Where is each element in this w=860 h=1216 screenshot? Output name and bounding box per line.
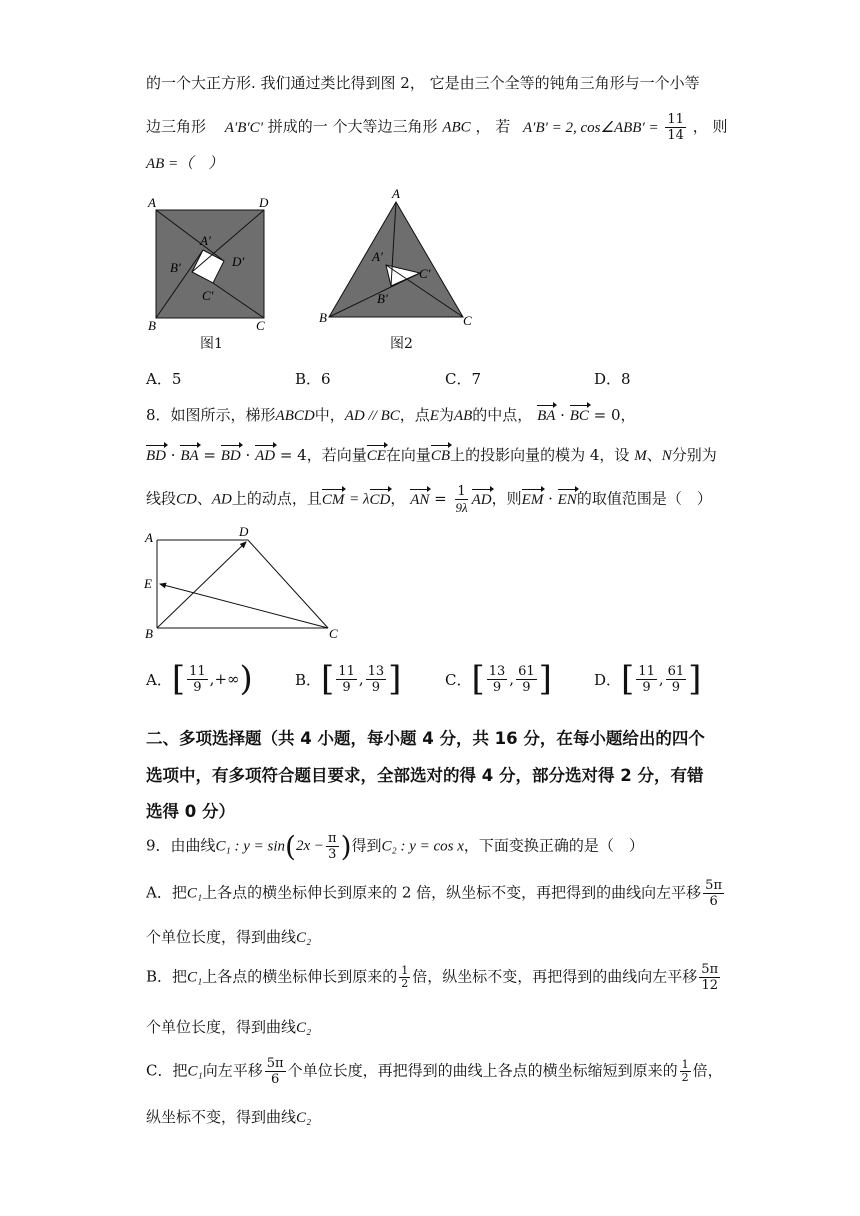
frac-den: 14 <box>667 128 684 143</box>
text-span: 在向量 <box>385 446 431 464</box>
fig1-label-B: B <box>148 318 156 332</box>
frac-den: 6 <box>709 894 718 909</box>
text-span: 线段 <box>146 489 177 508</box>
fraction <box>699 962 720 993</box>
paren-group: ( 2x − $\frac{\pi}{3}$ ) <box>285 830 352 863</box>
fig1-label-C-prime: C′ <box>202 288 214 303</box>
right-bracket: ] <box>388 659 402 699</box>
vector: CD <box>369 491 391 508</box>
fig2-label-A: A <box>392 186 400 201</box>
fig2-label-A-prime: A′ <box>372 249 383 264</box>
left-bracket: [ <box>471 659 485 699</box>
option-letter: D． <box>594 670 622 689</box>
frac-num: 61 <box>667 663 685 679</box>
text-span: = 4，若向量 <box>279 446 367 464</box>
option-text: 5 <box>171 370 182 388</box>
math-span: = λ <box>349 491 370 508</box>
fraction <box>366 664 387 695</box>
text-span: 纵坐标不变，得到曲线 <box>146 1108 297 1126</box>
q9-option-C-line-1[interactable] <box>146 1056 723 1087</box>
option-expression <box>594 659 702 699</box>
text-span: 倍， <box>692 1061 723 1080</box>
frac-num: 1 <box>457 484 466 499</box>
vector: CB <box>430 448 451 464</box>
math-span: C₁ <box>186 885 203 902</box>
q8-option-B[interactable] <box>295 659 402 699</box>
vector: BD <box>220 448 241 464</box>
math-span: AD <box>211 491 232 508</box>
vector: CM <box>321 491 345 508</box>
math-span: 2x − <box>295 838 325 854</box>
frac-den: 3 <box>328 847 337 862</box>
vector-CE <box>160 584 328 628</box>
option-letter: C． <box>445 670 472 689</box>
fig1-caption: 图1 <box>200 336 223 352</box>
section-2-heading-line-3: 选得 0 分） <box>146 802 235 821</box>
math-span: M <box>634 448 647 464</box>
q8-text-line-3: 线段CD、AD上的动点，且CM = λCD， AN = $\frac{1}{9\lambda}$ AD，则EM · EN的取值范围是（ ） <box>146 484 712 515</box>
vector: EN <box>557 491 577 508</box>
fig2-caption: 图2 <box>390 336 413 352</box>
figure-2 <box>315 185 485 335</box>
vector: AN <box>410 491 430 508</box>
text-span: 边三角形 <box>146 117 207 136</box>
fraction <box>665 112 686 143</box>
section-2-heading-line-2: 选项中，有多项符合题目要求，全部选对的得 4 分，部分选对得 2 分，有错 <box>146 766 704 785</box>
left-bracket: [ <box>621 659 635 699</box>
fig2-label-B-prime: B′ <box>377 291 388 306</box>
frac-den: 9 <box>642 679 651 695</box>
math-span: E <box>429 408 439 424</box>
text-span: 个单位长度，再把得到的曲线上各点的横坐标缩短到原来的 <box>287 1061 678 1080</box>
fraction <box>516 664 537 695</box>
q7-option-C[interactable] <box>445 368 481 389</box>
math-span: A′B′ = 2, cos∠ABB′ = <box>523 119 659 136</box>
left-bracket: [ <box>321 659 335 699</box>
option-letter: C． <box>445 370 472 388</box>
q7-text-line-3: AB =（ ） <box>146 156 224 172</box>
q7-option-D[interactable] <box>594 368 631 389</box>
section-2-heading-line-1: 二、多项选择题（共 4 小题，每小题 4 分，共 16 分，在每小题给出的四个 <box>146 729 705 748</box>
q9-option-B-line-1[interactable] <box>146 962 722 993</box>
right-bracket: ) <box>239 659 253 699</box>
text-span: 拼成的一 个大等边三角形 <box>267 117 438 136</box>
math-span: C₁ <box>187 969 203 986</box>
q8-label-C: C <box>329 626 338 641</box>
right-bracket: ] <box>688 659 702 699</box>
frac-den: 9 <box>193 679 202 695</box>
q8-option-D[interactable] <box>594 659 702 699</box>
text-span: 、 <box>196 489 212 508</box>
vector: BA <box>537 408 556 424</box>
separator: , <box>658 670 664 688</box>
option-expression <box>146 659 253 699</box>
text-span: = 0， <box>593 406 636 424</box>
side-DC <box>248 540 328 628</box>
frac-num: 11 <box>638 663 655 679</box>
separator: , <box>358 670 364 688</box>
left-bracket: [ <box>171 659 186 699</box>
separator: , <box>509 670 515 688</box>
text-span: 9．由曲线 <box>146 836 216 855</box>
q9-option-C-line-2[interactable] <box>146 1106 311 1127</box>
fig1-label-C: C <box>256 318 265 332</box>
q9-option-A-line-2[interactable] <box>146 926 311 947</box>
fraction <box>399 965 410 990</box>
text-span: 得到 <box>351 836 382 855</box>
math-span: AB <box>453 408 473 424</box>
option-tail: +∞ <box>214 670 240 688</box>
text-span: 的中点， <box>472 406 533 424</box>
option-letter: A． <box>146 670 172 689</box>
text-span: 的取值范围是（ ） <box>576 489 712 508</box>
frac-den: 9 <box>492 679 502 695</box>
frac-den: 9 <box>342 679 351 695</box>
fraction <box>187 664 208 695</box>
q8-label-B: B <box>145 626 153 641</box>
text-span: B．把 <box>146 967 188 986</box>
math-span: AD // BC <box>344 408 400 424</box>
option-letter: A． <box>146 370 172 388</box>
text-span: 分别为 <box>671 446 717 464</box>
fig1-label-B-prime: B′ <box>170 260 181 275</box>
vector-BD <box>157 542 246 628</box>
frac-num: 13 <box>367 663 385 679</box>
q9-stem <box>146 830 644 863</box>
text-span: 上的动点，且 <box>231 489 322 508</box>
vector: BA <box>180 448 199 464</box>
option-expression <box>295 659 402 699</box>
math-span: CD <box>176 491 197 508</box>
q8-trapezoid-figure <box>140 520 350 645</box>
math-span: C₂ : y = cos x <box>381 838 464 855</box>
fraction <box>265 1056 286 1087</box>
right-bracket: ] <box>538 659 552 699</box>
vector: BD <box>146 448 166 464</box>
q8-label-A: A <box>145 530 153 545</box>
frac-num: 61 <box>518 663 535 679</box>
math-span: C₂ <box>296 1110 312 1126</box>
frac-num: 5π <box>705 878 722 893</box>
option-text: 8 <box>621 370 631 388</box>
math-span: C₂ <box>296 930 312 946</box>
q8-text-line-1: 8．如图所示，梯形ABCD中，AD // BC，点E为AB的中点， BA · BC = 0， <box>146 406 636 424</box>
text-span: ，点 <box>399 406 430 424</box>
fraction <box>487 664 508 695</box>
vector: EM <box>521 491 544 508</box>
frac-den: 6 <box>271 1072 280 1087</box>
frac-num: 1 <box>401 964 409 977</box>
q8-label-D: D <box>239 524 249 539</box>
option-letter: D． <box>594 370 622 388</box>
fig1-label-D: D <box>259 195 269 210</box>
frac-den: 2 <box>401 977 409 990</box>
option-letter: B． <box>295 670 322 689</box>
text-span: 个单位长度，得到曲线 <box>146 928 297 946</box>
fig2-label-C: C <box>463 313 472 328</box>
vector: AD <box>471 491 492 508</box>
q9-option-B-line-2[interactable] <box>146 1016 311 1037</box>
text-span: 倍，纵坐标不变，再把得到的曲线向左平移 <box>412 967 698 986</box>
q7-option-A[interactable] <box>146 368 181 389</box>
frac-num: 5π <box>701 962 719 977</box>
q8-label-E: E <box>144 576 152 591</box>
frac-den: 9 <box>671 679 681 695</box>
math-span: C₂ <box>296 1020 312 1036</box>
text-span: ， <box>390 489 406 508</box>
frac-den: 9 <box>371 679 381 695</box>
frac-den: 9 <box>522 679 531 695</box>
frac-num: 11 <box>189 663 206 679</box>
math-span: C₁ : y = sin <box>215 838 286 855</box>
frac-num: 11 <box>338 663 355 679</box>
q8-option-C[interactable] <box>445 659 552 699</box>
text-span: 上各点的横坐标伸长到原来的 <box>202 967 398 986</box>
option-text: 6 <box>321 370 331 388</box>
frac-den: 9λ <box>455 500 468 515</box>
text-span: A．把 <box>146 883 187 902</box>
fraction <box>454 484 470 515</box>
fig1-label-A-prime: A′ <box>200 233 211 248</box>
q7-text-line-1: 的一个大正方形. 我们通过类比得到图 2， 它是由三个全等的钝角三角形与一个小等 <box>146 74 700 92</box>
text-span: ，则 <box>491 489 522 508</box>
option-letter: B． <box>295 370 322 388</box>
frac-den: 12 <box>701 978 718 993</box>
q7-text-line-2 <box>146 112 728 143</box>
fraction <box>336 664 357 695</box>
text-span: 上的投影向量的模为 4，设 <box>450 446 630 464</box>
q9-option-A-line-1[interactable] <box>146 878 726 909</box>
math-span: A′B′C′ <box>224 119 263 136</box>
figure-1 <box>140 190 280 332</box>
vector: CE <box>366 448 386 464</box>
q8-option-A[interactable] <box>146 659 253 699</box>
fraction <box>680 1059 691 1084</box>
math-span: C₁ <box>187 1063 203 1080</box>
text-span: 个单位长度，得到曲线 <box>146 1018 297 1036</box>
option-text: 7 <box>471 370 482 388</box>
q8-text-line-2: BD · BA = BD · AD = 4，若向量CE在向量CB上的投影向量的模为 4，设 M、N分别为 <box>146 446 717 464</box>
frac-den: 2 <box>681 1071 689 1084</box>
math-span: ABC <box>442 119 471 136</box>
vector: BC <box>569 408 589 424</box>
text-span: 中， <box>314 406 345 424</box>
fig2-triangle <box>329 202 463 317</box>
text-span: 上各点的横坐标伸长到原来的 2 倍，纵坐标不变，再把得到的曲线向左平移 <box>202 883 702 902</box>
separator: , <box>209 670 215 688</box>
text-span: ， 若 <box>475 117 511 136</box>
frac-num: 13 <box>488 663 506 679</box>
fig2-label-B: B <box>319 310 327 325</box>
text-span: ， 则 <box>692 117 728 136</box>
frac-num: π <box>328 831 337 846</box>
text-span: 为 <box>438 406 454 424</box>
fig2-label-C-prime: C′ <box>419 266 431 281</box>
text-span: C．把 <box>146 1061 188 1080</box>
option-expression <box>445 659 552 699</box>
fig1-label-D-prime: D′ <box>232 254 245 269</box>
fraction <box>703 878 724 909</box>
fraction <box>666 664 687 695</box>
frac-num: 11 <box>667 112 684 127</box>
text-span: ，下面变换正确的是（ ） <box>463 836 644 855</box>
fraction <box>636 664 657 695</box>
text-span: 8．如图所示，梯形 <box>146 406 276 424</box>
math-span: ABCD <box>275 408 315 424</box>
text-span: = <box>434 489 447 508</box>
frac-num: 1 <box>681 1058 689 1071</box>
math-span: N <box>661 448 672 464</box>
vector: AD <box>255 448 276 464</box>
text-span: 、 <box>646 446 662 464</box>
q7-option-B[interactable] <box>295 368 331 389</box>
fig1-label-A: A <box>148 195 156 210</box>
fraction <box>326 831 339 862</box>
text-span: 向左平移 <box>202 1061 263 1080</box>
frac-num: 5π <box>266 1056 284 1071</box>
